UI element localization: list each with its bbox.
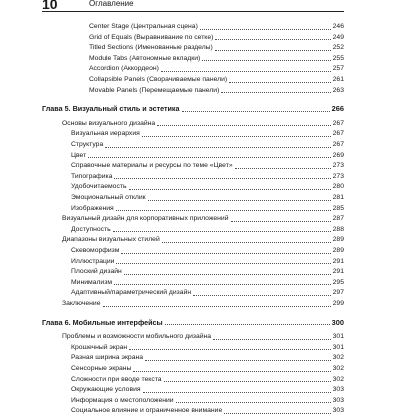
toc-entry-label: Проблемы и возможности мобильного дизайна bbox=[62, 333, 212, 341]
toc-entry-page: 303 bbox=[332, 386, 344, 394]
toc-entry-label: Удобочитаемость bbox=[71, 183, 127, 191]
toc-entry bbox=[71, 406, 344, 415]
toc-entry bbox=[71, 151, 344, 160]
dot-leader bbox=[142, 135, 331, 137]
toc-entry bbox=[71, 267, 344, 276]
dot-leader bbox=[235, 167, 331, 169]
dot-leader bbox=[129, 188, 331, 190]
dot-leader bbox=[213, 338, 331, 340]
toc-entry-page: 302 bbox=[332, 354, 344, 362]
dot-leader bbox=[88, 156, 330, 158]
toc-entry bbox=[71, 193, 344, 202]
toc-entry-label: Module Tabs (Автономные вкладки) bbox=[89, 54, 201, 62]
dot-leader bbox=[182, 110, 330, 112]
toc-entry bbox=[71, 204, 344, 213]
toc-entry-page: 267 bbox=[332, 130, 344, 138]
toc-entry-label: Адаптивный/параметрический дизайн bbox=[71, 289, 192, 297]
dot-leader bbox=[176, 401, 331, 403]
toc-entry-label: Глава 5. Визуальный стиль и эстетика bbox=[42, 104, 180, 114]
toc-entry-page: 246 bbox=[332, 23, 344, 30]
toc-entry bbox=[89, 33, 344, 42]
toc-entry bbox=[62, 214, 344, 223]
toc-entry-page: 267 bbox=[332, 141, 344, 148]
toc-entry bbox=[71, 288, 344, 297]
toc-chapter-entry bbox=[42, 104, 344, 113]
dot-leader bbox=[116, 262, 330, 264]
toc-entry-page: 261 bbox=[332, 76, 344, 83]
toc-entry-page: 285 bbox=[332, 204, 344, 212]
toc-entry bbox=[62, 235, 344, 244]
toc-entry-page: 287 bbox=[332, 215, 344, 223]
toc-entry-label: Movable Panels (Перемещаемые панели) bbox=[89, 86, 220, 94]
toc-entry bbox=[71, 172, 344, 181]
toc-entry-label: Иллюстрации bbox=[71, 257, 115, 265]
toc-entry-page: 273 bbox=[332, 172, 344, 180]
toc-entry-page: 301 bbox=[332, 343, 344, 351]
toc-entry-label: Заключение bbox=[62, 300, 101, 307]
toc-entry-label: Диапазоны визуальных стилей bbox=[62, 236, 160, 244]
toc-entry-page: 289 bbox=[332, 236, 344, 244]
toc-entry-label: Collapsible Panels (Сворачиваемые панели) bbox=[89, 76, 228, 83]
toc-entry-label: Глава 6. Мобильные интерфейсы bbox=[42, 317, 163, 327]
toc-entry-page: 263 bbox=[332, 86, 344, 94]
dot-leader bbox=[148, 199, 331, 201]
toc-entry bbox=[71, 375, 344, 384]
toc-entry-label: Цвет bbox=[71, 151, 87, 159]
toc-entry bbox=[89, 75, 344, 84]
toc-entry-page: 302 bbox=[332, 375, 344, 383]
toc-entry-page: 291 bbox=[332, 257, 344, 265]
toc-entry-page: 299 bbox=[332, 300, 344, 307]
toc-entry bbox=[89, 22, 344, 31]
toc-entry-label: Accordion (Аккордеон) bbox=[89, 65, 159, 73]
toc-entry-label: Крошечный экран bbox=[71, 343, 128, 351]
toc-entry-label: Окружающие условия bbox=[71, 386, 141, 394]
toc-entry-label: Основы визуального дизайна bbox=[62, 119, 156, 127]
toc-entry-page: 301 bbox=[332, 333, 344, 341]
dot-leader bbox=[103, 305, 331, 307]
toc-entry-label: Минимализм bbox=[71, 278, 113, 286]
dot-leader bbox=[231, 220, 331, 222]
toc-entry-page: 249 bbox=[332, 33, 344, 41]
toc-entry bbox=[89, 43, 344, 52]
toc-entry bbox=[71, 343, 344, 352]
toc-entry-page: 257 bbox=[332, 65, 344, 73]
toc-entry-page: 289 bbox=[332, 247, 344, 254]
toc-entry-label: Социальное влияние и ограниченное внимание bbox=[71, 407, 223, 415]
dot-leader bbox=[193, 294, 331, 296]
dot-leader bbox=[133, 370, 330, 372]
toc-entry-label: Структура bbox=[71, 141, 104, 148]
dot-leader bbox=[116, 209, 331, 211]
toc-entry-page: 269 bbox=[332, 151, 344, 159]
toc-entry-label: Center Stage (Центральная сцена) bbox=[89, 23, 198, 30]
toc-entry bbox=[71, 364, 344, 373]
toc-entry-page: 255 bbox=[332, 54, 344, 62]
toc-entry bbox=[71, 140, 344, 149]
dot-leader bbox=[129, 348, 331, 350]
toc-entry-label: Визуальный дизайн для корпоративных приложений bbox=[62, 215, 229, 223]
toc-entry-page: 303 bbox=[332, 407, 344, 415]
toc-entry-label: Сенсорные экраны bbox=[71, 365, 132, 372]
toc-entry-label: Типографика bbox=[71, 172, 113, 180]
running-header-title: Оглавление bbox=[89, 0, 134, 8]
dot-leader bbox=[161, 70, 331, 72]
dot-leader bbox=[164, 380, 331, 382]
toc-entry-label: Доступность bbox=[71, 225, 111, 233]
dot-leader bbox=[157, 124, 330, 126]
toc-entry-page: 300 bbox=[331, 317, 344, 327]
toc-entry bbox=[62, 299, 344, 308]
toc-entry-label: Визуальная иерархия bbox=[71, 130, 140, 138]
toc-entry bbox=[62, 119, 344, 128]
dot-leader bbox=[221, 91, 330, 93]
toc-entry-page: 273 bbox=[332, 162, 344, 170]
toc-entry-page: 252 bbox=[332, 44, 344, 52]
dot-leader bbox=[202, 59, 330, 61]
dot-leader bbox=[200, 28, 331, 30]
toc-entry-label: Grid of Equals (Выравнивание по сетке) bbox=[89, 33, 214, 41]
header-rule bbox=[42, 11, 344, 12]
toc-entry-page: 266 bbox=[331, 104, 344, 114]
toc-entry bbox=[71, 129, 344, 138]
toc-entry-label: Скевоморфизм bbox=[71, 247, 120, 254]
toc-entry-label: Разная ширина экрана bbox=[71, 354, 144, 362]
toc-entry-label: Справочные материалы и ресурсы по теме «Цвет» bbox=[71, 162, 233, 170]
toc-entry bbox=[71, 396, 344, 405]
toc-entry bbox=[71, 353, 344, 362]
toc-entry bbox=[71, 161, 344, 170]
toc-entry-page: 291 bbox=[332, 268, 344, 276]
toc-entry bbox=[71, 182, 344, 191]
toc-entry-page: 295 bbox=[332, 278, 344, 286]
toc-entry bbox=[89, 54, 344, 63]
dot-leader bbox=[162, 241, 331, 243]
dot-leader bbox=[124, 273, 331, 275]
dot-leader bbox=[224, 412, 330, 414]
dot-leader bbox=[165, 323, 330, 325]
toc-entry-page: 280 bbox=[332, 183, 344, 191]
toc-entry bbox=[71, 225, 344, 234]
toc-entry-label: Информация о местоположении bbox=[71, 396, 174, 404]
dot-leader bbox=[105, 146, 330, 148]
toc-entry-label: Сложности при вводе текста bbox=[71, 375, 162, 383]
page-number: 10 bbox=[42, 0, 58, 12]
toc-entry-page: 267 bbox=[332, 119, 344, 127]
running-header bbox=[0, 0, 420, 14]
toc-entry bbox=[71, 257, 344, 266]
dot-leader bbox=[113, 230, 331, 232]
toc-entry-page: 281 bbox=[332, 194, 344, 201]
dot-leader bbox=[215, 49, 331, 51]
dot-leader bbox=[114, 283, 331, 285]
toc-entry-label: Эмоциональный отклик bbox=[71, 194, 146, 201]
dot-leader bbox=[215, 38, 330, 40]
toc-entry-label: Изображения bbox=[71, 204, 114, 212]
dot-leader bbox=[121, 252, 330, 254]
dot-leader bbox=[229, 81, 330, 83]
toc-entry-page: 297 bbox=[332, 289, 344, 297]
toc-entry bbox=[89, 64, 344, 73]
toc-entry bbox=[89, 86, 344, 95]
toc-entry-page: 303 bbox=[332, 396, 344, 404]
toc-entry-label: Плоский дизайн bbox=[71, 268, 122, 276]
toc-entry-page: 288 bbox=[332, 225, 344, 233]
toc-entry bbox=[71, 385, 344, 394]
toc-entry bbox=[71, 246, 344, 255]
toc-chapter-entry bbox=[42, 318, 344, 327]
dot-leader bbox=[114, 177, 330, 179]
toc-entry bbox=[62, 332, 344, 341]
toc-entry bbox=[71, 278, 344, 287]
toc-entry-page: 302 bbox=[332, 365, 344, 372]
toc-entry-label: Titled Sections (Именованные разделы) bbox=[89, 44, 213, 52]
dot-leader bbox=[145, 359, 331, 361]
dot-leader bbox=[143, 391, 331, 393]
